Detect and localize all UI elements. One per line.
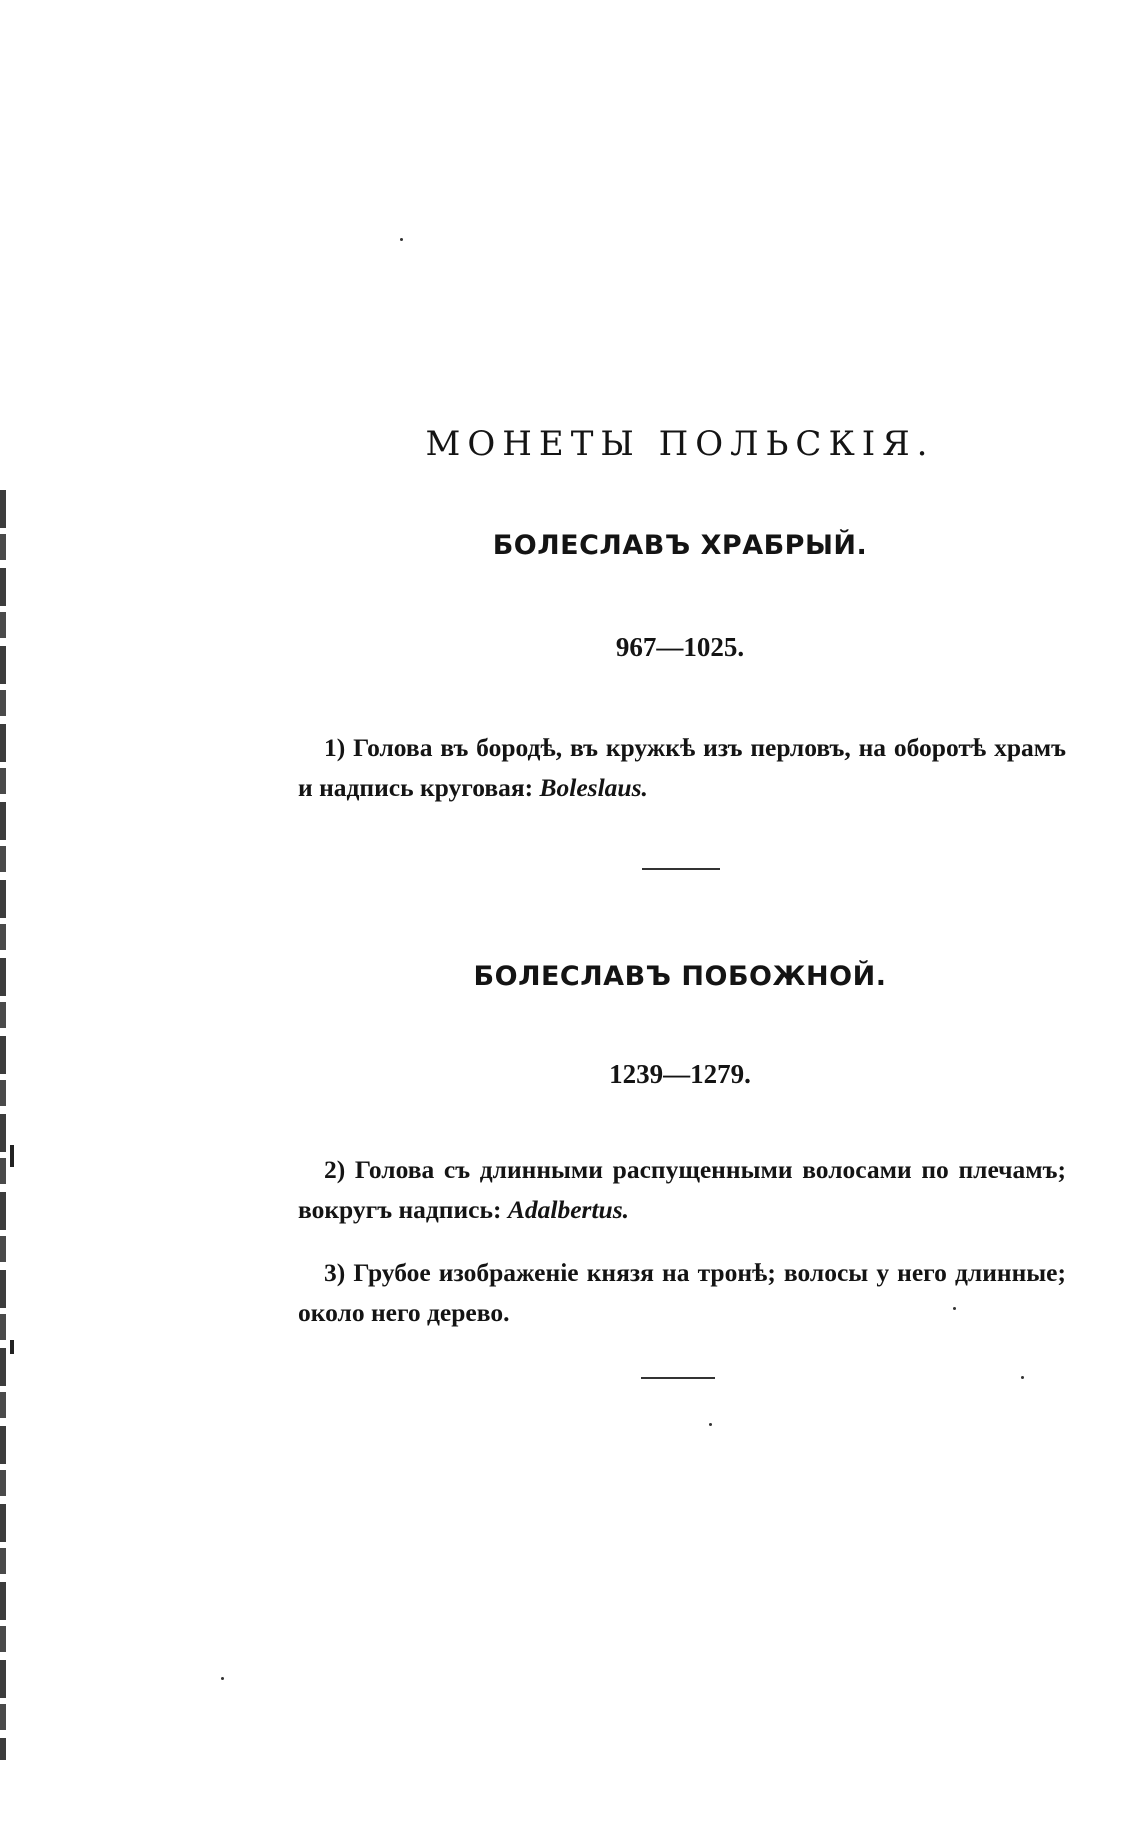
reign-years: 967—1025. bbox=[615, 632, 745, 662]
scan-speck bbox=[1021, 1376, 1024, 1379]
ruler-heading: БОЛЕСЛАВЪ ПОБОЖНОЙ. bbox=[473, 961, 887, 992]
reign-years: 1239—1279. bbox=[609, 1059, 751, 1089]
scan-speck bbox=[709, 1423, 712, 1426]
ruler-heading: БОЛЕСЛАВЪ ХРАБРЫЙ. bbox=[492, 530, 868, 561]
scan-edge-mark bbox=[10, 1145, 14, 1167]
coin-entry bbox=[298, 728, 1066, 808]
coin-description: 1) Голова въ бородѣ, въ кружкѣ изъ перловъ, на оборотѣ храмъ и надпись круговая: bbox=[298, 733, 1066, 802]
scan-speck bbox=[221, 1677, 224, 1680]
coin-entry bbox=[298, 1253, 1066, 1333]
coin-entry bbox=[298, 1150, 1066, 1230]
coin-inscription: Boleslaus. bbox=[539, 773, 648, 802]
page-binding-edge bbox=[0, 490, 6, 1760]
end-divider bbox=[641, 1377, 715, 1379]
section-divider bbox=[642, 868, 720, 870]
page-title: МОНЕТЫ ПОЛЬСКІЯ. bbox=[425, 424, 935, 464]
coin-inscription: Adalbertus. bbox=[507, 1195, 630, 1224]
scan-edge-mark bbox=[10, 1340, 14, 1354]
coin-description: 3) Грубое изображеніе князя на тронѣ; волосы у него длинные; около него дерево. bbox=[298, 1258, 1066, 1327]
coin-description: 2) Голова съ длинными распущенными волосами по плечамъ; вокругъ надпись: bbox=[298, 1155, 1066, 1224]
scan-speck bbox=[400, 238, 403, 241]
